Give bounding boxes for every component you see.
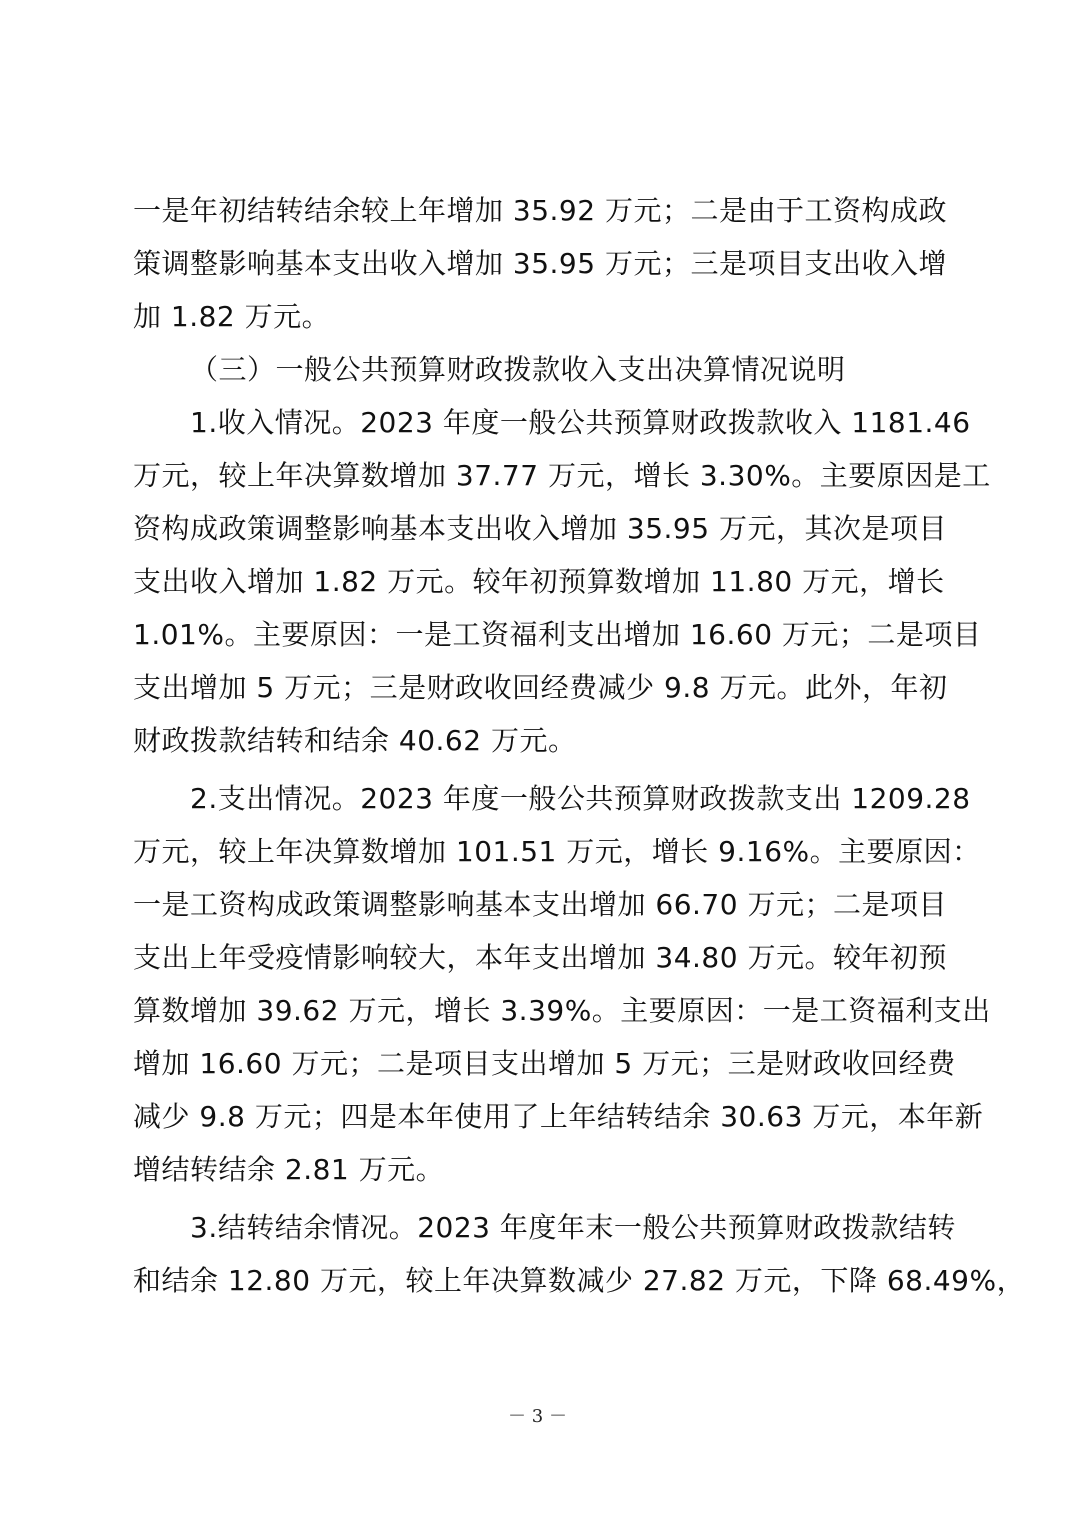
text-line: 万元，较上年决算数增加 37.77 万元，增长 3.30%。主要原因是工 [133,459,991,492]
text-line: 支出增加 5 万元；三是财政收回经费减少 9.8 万元。此外，年初 [133,671,948,704]
text-line: 一是年初结转结余较上年增加 35.92 万元；二是由于工资构成政 [133,194,947,227]
page-number: － 3 － [508,1406,567,1427]
text-line: 增结转结余 2.81 万元。 [133,1153,445,1186]
text-line: 策调整影响基本支出收入增加 35.95 万元；三是项目支出收入增 [133,247,947,280]
paragraph-first-line: 2.支出情况。2023 年度一般公共预算财政拨款支出 1209.28 [190,782,971,815]
text-line: 1.01%。主要原因：一是工资福利支出增加 16.60 万元；二是项目 [133,618,982,651]
text-line: 支出上年受疫情影响较大，本年支出增加 34.80 万元。较年初预 [133,941,947,974]
text-line: 财政拨款结转和结余 40.62 万元。 [133,724,577,757]
text-line: 增加 16.60 万元；二是项目支出增加 5 万元；三是财政收回经费 [133,1047,956,1080]
paragraph-first-line: 3.结转结余情况。2023 年度年末一般公共预算财政拨款结转 [190,1211,956,1244]
section-heading: （三）一般公共预算财政拨款收入支出决算情况说明 [190,353,846,386]
text-line: 和结余 12.80 万元，较上年决算数减少 27.82 万元，下降 68.49%， [133,1264,1026,1297]
text-line: 算数增加 39.62 万元，增长 3.39%。主要原因：一是工资福利支出 [133,994,991,1027]
text-line: 加 1.82 万元。 [133,300,331,333]
text-line: 资构成政策调整影响基本支出收入增加 35.95 万元，其次是项目 [133,512,947,545]
text-line: 万元，较上年决算数增加 101.51 万元，增长 9.16%。主要原因： [133,835,981,868]
text-line: 支出收入增加 1.82 万元。较年初预算数增加 11.80 万元，增长 [133,565,945,598]
text-line: 一是工资构成政策调整影响基本支出增加 66.70 万元；二是项目 [133,888,947,921]
paragraph-first-line: 1.收入情况。2023 年度一般公共预算财政拨款收入 1181.46 [190,406,971,439]
text-line: 减少 9.8 万元；四是本年使用了上年结转结余 30.63 万元，本年新 [133,1100,984,1133]
